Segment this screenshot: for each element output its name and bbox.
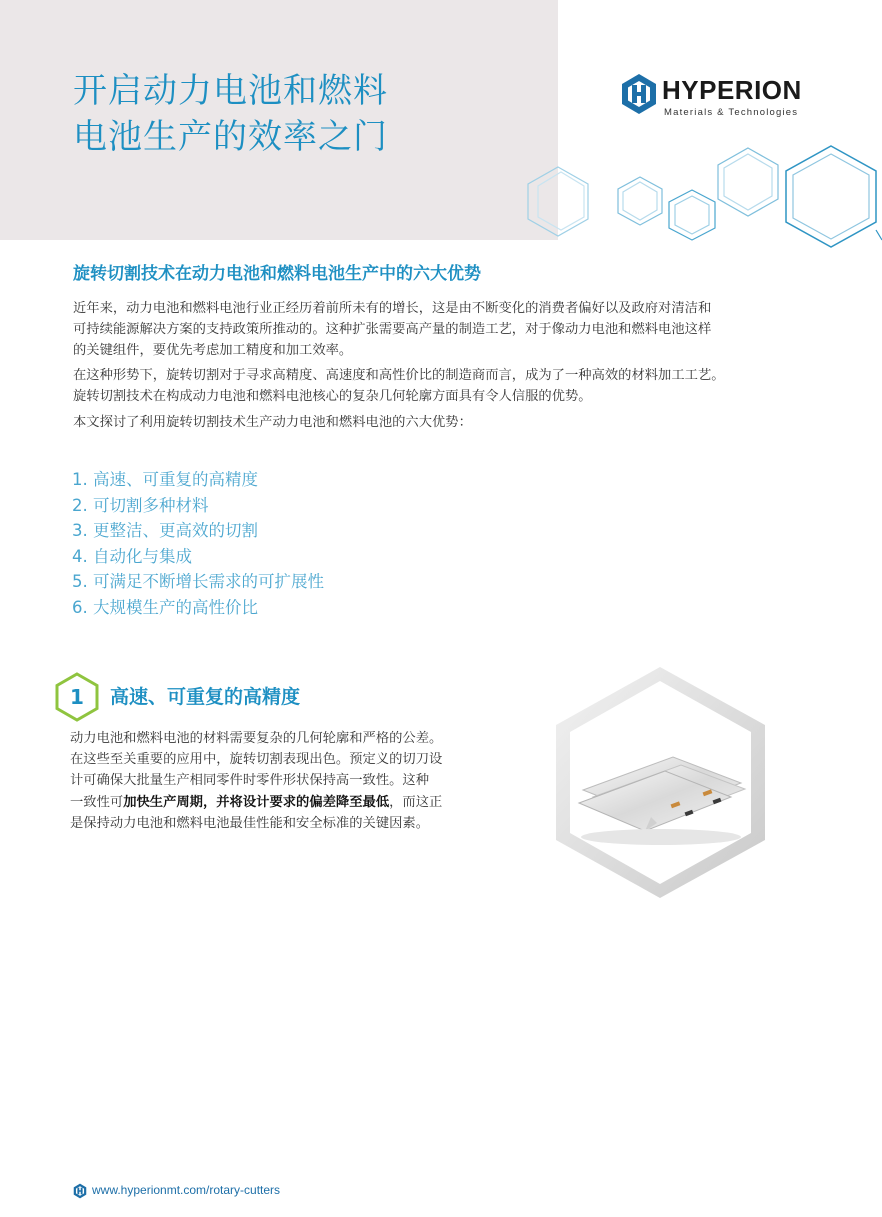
advantage-item-2: 2. 可切割多种材料 <box>72 495 209 515</box>
advantage-item-6: 6. 大规模生产的高性价比 <box>72 597 258 617</box>
section-1-body <box>70 728 540 834</box>
intro-heading: 旋转切割技术在动力电池和燃料电池生产中的六大优势 <box>73 264 481 284</box>
intro-paragraph-1 <box>73 298 833 361</box>
section-1-line-3: 计可确保大批量生产相同零件时零件形状保持高一致性。这种 <box>70 773 430 789</box>
advantage-item-4: 4. 自动化与集成 <box>72 546 192 566</box>
advantage-item-5: 5. 可满足不断增长需求的可扩展性 <box>72 572 324 592</box>
section-1-title: 高速、可重复的高精度 <box>110 686 301 708</box>
advantages-list <box>72 467 324 621</box>
section-1-number: 1 <box>70 685 84 709</box>
hyperion-logo-icon <box>620 73 658 115</box>
section-1-line-2: 在这些至关重要的应用中，旋转切割表现出色。预定义的切刀设 <box>70 752 443 768</box>
page-title <box>73 68 543 160</box>
logo-tagline: Materials & Technologies <box>664 107 799 118</box>
section-1-number-badge <box>52 672 102 722</box>
page-title-line-1: 开启动力电池和燃料 <box>73 71 388 111</box>
hyperion-logo <box>620 73 820 119</box>
intro-paragraph-1-line-1: 近年来，动力电池和燃料电池行业正经历着前所未有的增长，这是由不断变化的消费者偏好以及政府对清洁和 <box>73 301 712 316</box>
page-title-line-2: 电池生产的效率之门 <box>73 117 388 157</box>
intro-paragraph-1-line-3: 的关键组件，要优先考虑加工精度和加工效率。 <box>73 343 353 358</box>
section-1-line-4-suffix: ，而这正 <box>389 794 443 810</box>
section-1-line-5: 是保持动力电池和燃料电池最佳性能和安全标准的关键因素。 <box>70 815 430 831</box>
intro-paragraph-2-line-1: 在这种形势下，旋转切割对于寻求高精度、高速度和高性价比的制造商而言，成为了一种高效的材料加工工艺。 <box>73 368 725 383</box>
advantage-item-3: 3. 更整洁、更高效的切割 <box>72 521 258 541</box>
advantage-item-1: 1. 高速、可重复的高精度 <box>72 470 258 489</box>
intro-paragraph-2 <box>73 365 833 407</box>
section-1-bold-phrase: 加快生产周期，并将设计要求的偏差降至最低 <box>123 794 390 810</box>
intro-paragraph-1-line-2: 可持续能源解决方案的支持政策所推动的。这种扩张需要高产量的制造工艺，对于像动力电池和燃料电池这样 <box>73 322 712 337</box>
hyperion-small-logo-icon <box>73 1183 87 1199</box>
section-1-line-4-prefix: 一致性可 <box>70 794 124 810</box>
logo-wordmark: HYPERION <box>662 75 802 105</box>
battery-pouch-image <box>553 665 768 900</box>
section-1-line-1: 动力电池和燃料电池的材料需要复杂的几何轮廓和严格的公差。 <box>70 731 443 746</box>
decorative-hexagon-pattern <box>520 140 882 250</box>
footer-website-link[interactable]: www.hyperionmt.com/rotary-cutters <box>92 1183 281 1197</box>
intro-paragraph-2-line-2: 旋转切割技术在构成动力电池和燃料电池核心的复杂几何轮廓方面具有令人信服的优势。 <box>73 389 592 404</box>
intro-paragraph-3: 本文探讨了利用旋转切割技术生产动力电池和燃料电池的六大优势： <box>73 415 472 430</box>
